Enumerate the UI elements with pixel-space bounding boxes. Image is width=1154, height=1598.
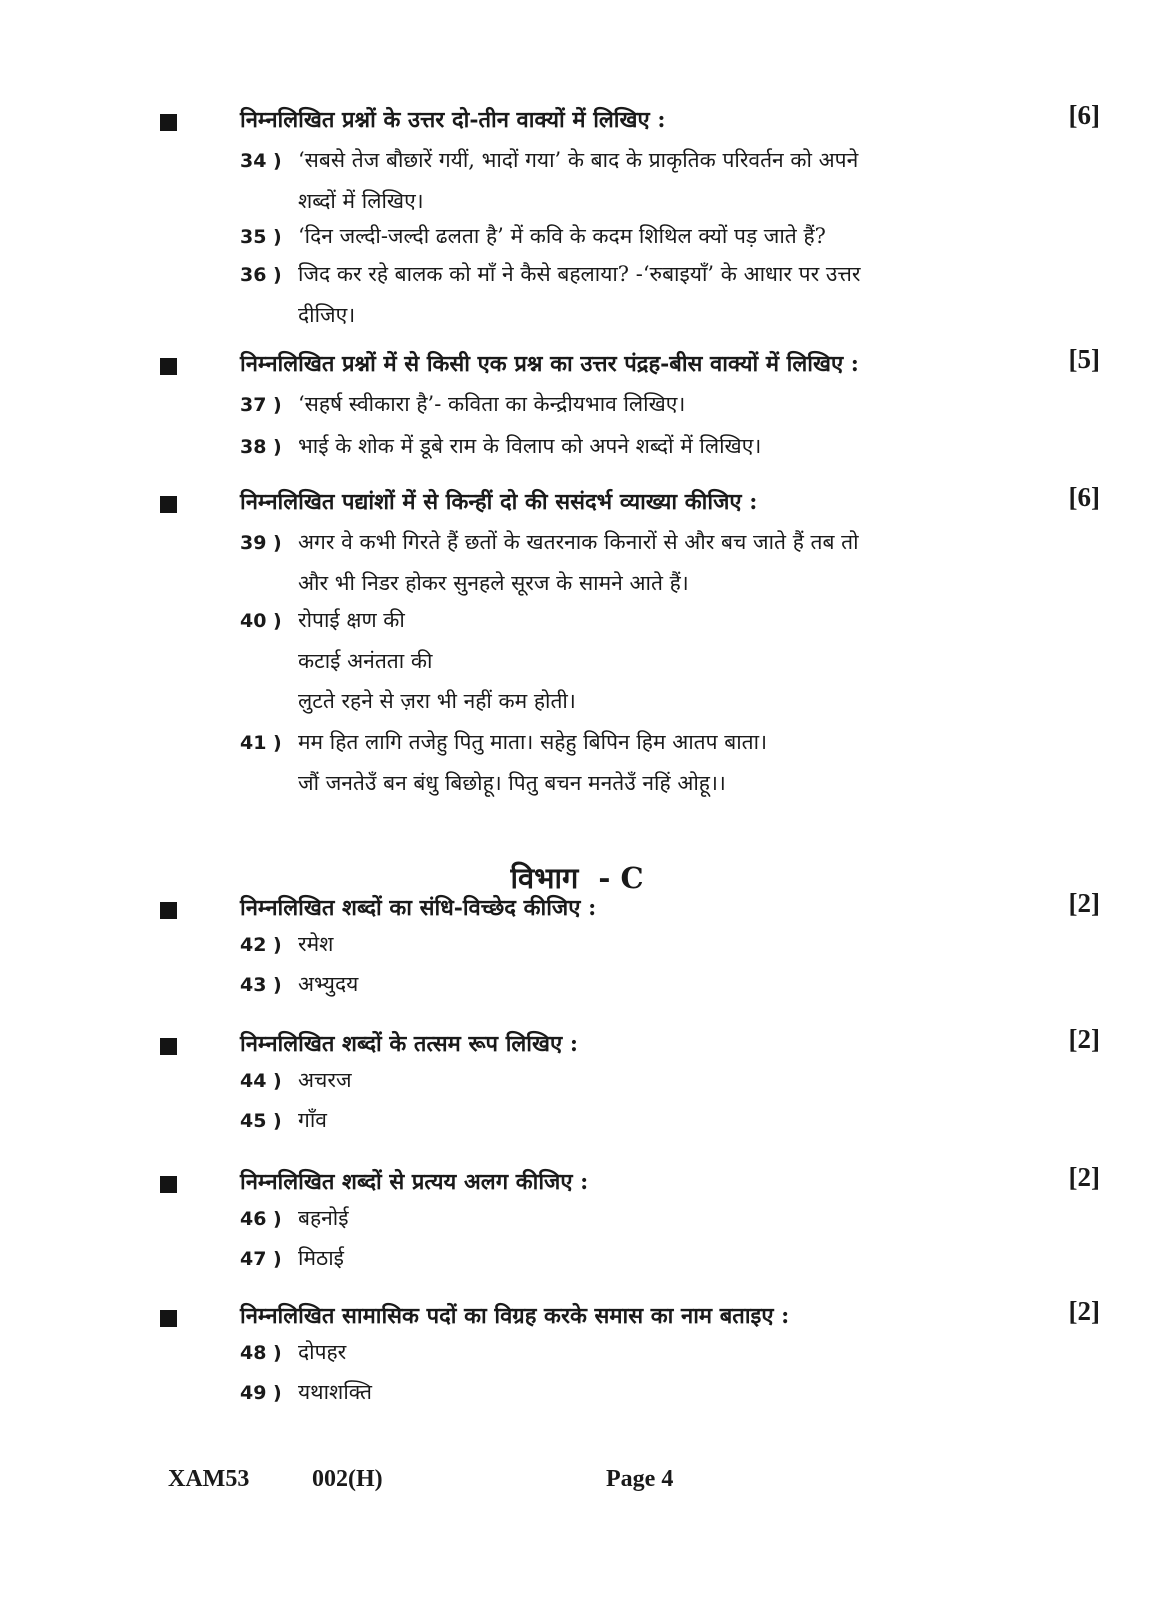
question-number: 36 ) bbox=[240, 264, 282, 286]
question-text: और भी निडर होकर सुनहले सूरज के सामने आते हैं। bbox=[298, 571, 689, 595]
question-number: 39 ) bbox=[240, 532, 282, 554]
question-number: 42 ) bbox=[240, 934, 282, 956]
group-marks: [2] bbox=[1068, 1162, 1100, 1192]
question-number: 38 ) bbox=[240, 436, 282, 458]
group-marks: [2] bbox=[1068, 888, 1100, 918]
question-37 bbox=[240, 384, 960, 425]
footer-page-number: Page 4 bbox=[606, 1466, 674, 1492]
question-34 bbox=[240, 140, 960, 221]
group-heading: निम्नलिखित शब्दों के तत्सम रूप लिखिए : bbox=[240, 1031, 578, 1057]
question-number: 41 ) bbox=[240, 732, 282, 754]
question-48 bbox=[240, 1332, 960, 1373]
question-number: 48 ) bbox=[240, 1342, 282, 1364]
question-text: गाँव bbox=[298, 1108, 327, 1132]
question-text: दोपहर bbox=[298, 1340, 347, 1364]
question-number: 45 ) bbox=[240, 1110, 282, 1132]
question-text: शब्दों में लिखिए। bbox=[298, 189, 424, 213]
question-39 bbox=[240, 522, 960, 603]
footer-paper: 002(H) bbox=[312, 1466, 383, 1492]
question-text: भाई के शोक में डूबे राम के विलाप को अपने शब्दों में लिखिए। bbox=[298, 434, 762, 458]
bullet-square-icon bbox=[160, 496, 177, 513]
section-title bbox=[0, 858, 1154, 897]
question-text: जौं जनतेउँ बन बंधु बिछोहू। पितु बचन मनतेउँ नहिं ओहू।। bbox=[298, 771, 726, 795]
question-text: कटाई अनंतता की bbox=[298, 649, 433, 673]
question-42 bbox=[240, 924, 960, 965]
group-heading: निम्नलिखित शब्दों से प्रत्यय अलग कीजिए : bbox=[240, 1169, 589, 1195]
question-text: ‘सहर्ष स्वीकारा है’- कविता का केन्द्रीयभाव लिखिए। bbox=[298, 392, 686, 416]
group-heading: निम्नलिखित प्रश्नों के उत्तर दो-तीन वाक्यों में लिखिए : bbox=[240, 107, 666, 133]
question-text: ‘दिन जल्दी-जल्दी ढलता है’ में कवि के कदम शिथिल क्यों पड़ जाते हैं? bbox=[298, 224, 826, 248]
question-45 bbox=[240, 1100, 960, 1141]
question-46 bbox=[240, 1198, 960, 1239]
question-40 bbox=[240, 600, 960, 721]
section-title-label: विभाग bbox=[510, 861, 579, 895]
question-number: 47 ) bbox=[240, 1248, 282, 1270]
question-number: 37 ) bbox=[240, 394, 282, 416]
group-marks: [6] bbox=[1068, 482, 1100, 512]
group-heading: निम्नलिखित सामासिक पदों का विग्रह करके समास का नाम बताइए : bbox=[240, 1303, 790, 1329]
question-41 bbox=[240, 722, 960, 803]
question-text: अगर वे कभी गिरते हैं छतों के खतरनाक किनारों से और बच जाते हैं तब तो bbox=[298, 530, 859, 554]
question-text: मम हित लागि तजेहु पितु माता। सहेहु बिपिन हिम आतप बाता। bbox=[298, 730, 768, 754]
question-text: अचरज bbox=[298, 1068, 352, 1092]
footer-code: XAM53 bbox=[168, 1466, 250, 1492]
question-text: बहनोई bbox=[298, 1206, 349, 1230]
question-text: दीजिए। bbox=[298, 303, 356, 327]
question-text: मिठाई bbox=[298, 1246, 344, 1270]
question-text: ‘सबसे तेज बौछारें गयीं, भादों गया’ के बाद के प्राकृतिक परिवर्तन को अपने bbox=[298, 148, 859, 172]
bullet-square-icon bbox=[160, 114, 177, 131]
question-35 bbox=[240, 216, 960, 257]
question-44 bbox=[240, 1060, 960, 1101]
question-number: 49 ) bbox=[240, 1382, 282, 1404]
question-number: 46 ) bbox=[240, 1208, 282, 1230]
group-heading: निम्नलिखित शब्दों का संधि-विच्छेद कीजिए : bbox=[240, 895, 597, 921]
group-marks: [5] bbox=[1068, 344, 1100, 374]
question-number: 35 ) bbox=[240, 226, 282, 248]
question-number: 40 ) bbox=[240, 610, 282, 632]
question-text: यथाशक्ति bbox=[298, 1380, 372, 1404]
question-49 bbox=[240, 1372, 960, 1413]
question-36 bbox=[240, 254, 960, 335]
question-38 bbox=[240, 426, 960, 467]
group-heading: निम्नलिखित प्रश्नों में से किसी एक प्रश्न का उत्तर पंद्रह-बीस वाक्यों में लिखिए : bbox=[240, 351, 859, 377]
bullet-square-icon bbox=[160, 1310, 177, 1327]
bullet-square-icon bbox=[160, 358, 177, 375]
question-text: रोपाई क्षण की bbox=[298, 608, 405, 632]
group-marks: [6] bbox=[1068, 100, 1100, 130]
question-text: लुटते रहने से ज़रा भी नहीं कम होती। bbox=[298, 689, 576, 713]
bullet-square-icon bbox=[160, 1038, 177, 1055]
question-43 bbox=[240, 964, 960, 1005]
question-text: जिद कर रहे बालक को माँ ने कैसे बहलाया? -‘रुबाइयाँ’ के आधार पर उत्तर bbox=[298, 262, 861, 286]
question-number: 44 ) bbox=[240, 1070, 282, 1092]
question-number: 34 ) bbox=[240, 150, 282, 172]
question-number: 43 ) bbox=[240, 974, 282, 996]
question-47 bbox=[240, 1238, 960, 1279]
group-marks: [2] bbox=[1068, 1296, 1100, 1326]
group-heading: निम्नलिखित पद्यांशों में से किन्हीं दो की ससंदर्भ व्याख्या कीजिए : bbox=[240, 489, 758, 515]
bullet-square-icon bbox=[160, 1176, 177, 1193]
group-marks: [2] bbox=[1068, 1024, 1100, 1054]
question-text: रमेश bbox=[298, 932, 334, 956]
question-text: अभ्युदय bbox=[298, 972, 359, 996]
section-title-letter: - C bbox=[598, 861, 644, 895]
bullet-square-icon bbox=[160, 902, 177, 919]
